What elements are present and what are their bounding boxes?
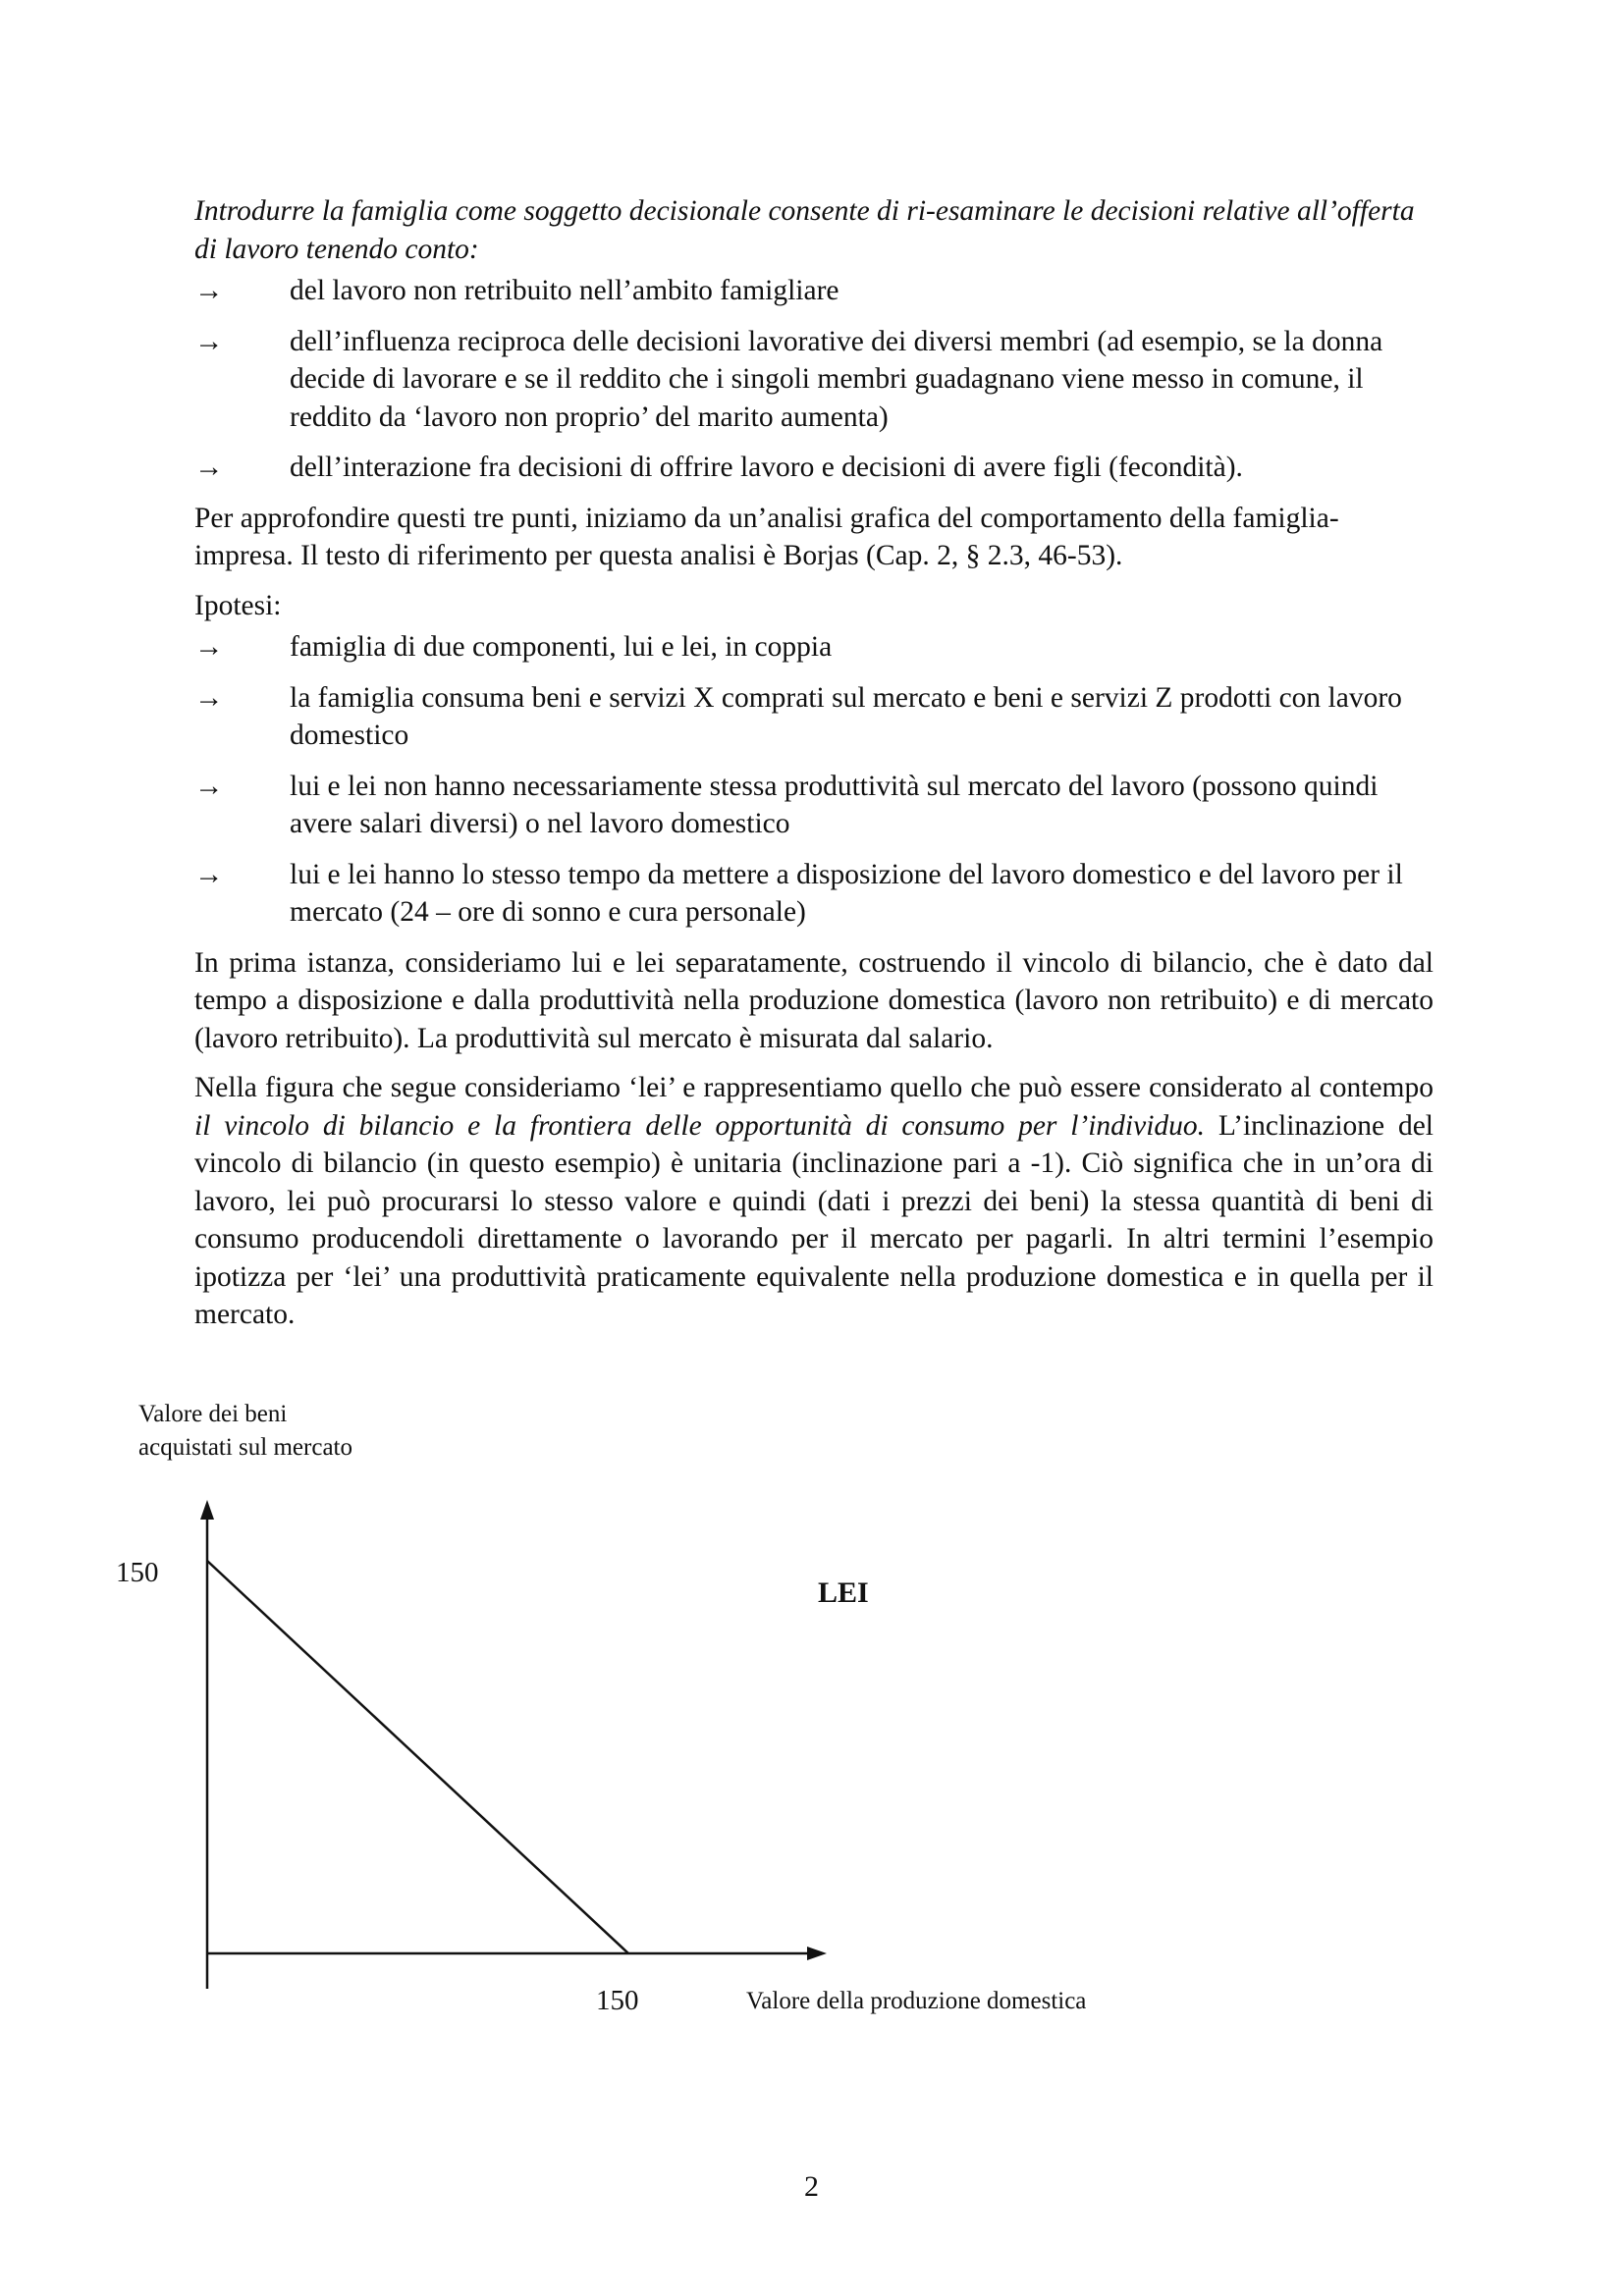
bullet-text: la famiglia consuma beni e servizi X comprati sul mercato e beni e servizi Z prodotti con lavoro domestico [290,681,1402,751]
x-tick-label: 150 [596,1985,639,2016]
series-label: LEI [818,1576,869,1609]
paragraph-italic: il vincolo di bilancio e la frontiera delle opportunità di consumo per l’individuo. [194,1109,1206,1142]
budget-constraint-line [207,1561,628,1953]
paragraph-analysis: Per approfondire questi tre punti, iniziamo da un’analisi grafica del comportamento della famiglia-impresa. Il testo di riferimento per questa analisi è Borjas (Cap. 2, § 2.3, 46-53). [194,502,1339,571]
bullet-text: lui e lei hanno lo stesso tempo da mettere a disposizione del lavoro domestico e del lavoro per il mercato (24 – ore di sonno e cura personale) [290,858,1403,928]
arrow-icon: → [194,275,224,306]
bullet-text: lui e lei non hanno necessariamente stessa produttività sul mercato del lavoro (possono quindi avere salari diversi) o nel lavoro domestico [290,770,1379,839]
arrow-icon: → [194,770,224,802]
y-axis-label-line: acquistati sul mercato [138,1434,352,1461]
paragraph-part1: Nella figura che segue consideriamo ‘lei’ e rappresentiamo quello che può essere considerato al contempo [194,1072,1434,1103]
arrow-icon: → [194,452,224,483]
arrow-icon: → [194,631,224,663]
bullet-text: famiglia di due componenti, lui e lei, in coppia [290,631,833,663]
paragraph-budget-constraint: In prima istanza, consideriamo lui e lei separatamente, costruendo il vincolo di bilancio, che è dato dal tempo a disposizione e dalla produttività nella produzione domestica (lavoro non retribuito) e di mercato (lavoro retribuito). La produttività sul mercato è misurata dal salario. [194,946,1434,1054]
x-axis-arrow-icon [807,1947,827,1960]
arrow-icon: → [194,325,224,357]
page-number: 2 [804,2170,819,2203]
y-axis-label-line: Valore dei beni [138,1401,288,1427]
bullet-text: del lavoro non retribuito nell’ambito famigliare [290,275,839,306]
x-axis-label: Valore della produzione domestica [746,1988,1087,2014]
arrow-icon: → [194,858,224,890]
hypotheses-title: Ipotesi: [194,589,282,621]
y-tick-label: 150 [116,1557,159,1588]
bullet-text: dell’interazione fra decisioni di offrire lavoro e decisioni di avere figli (fecondità). [290,452,1243,483]
paragraph-part2: L’inclinazione del vincolo di bilancio (in questo esempio) è unitaria (inclinazione pari a -1). Ciò significa che in un’ora di lavoro, lei può procurarsi lo stesso valore e quindi (dati i prezzi dei beni) la stessa quantità di beni di consumo producendoli direttamente o lavorando per il mercato per pagarli. In altri termini l’esempio ipotizza per ‘lei’ una produttività praticamente equivalente nella produzione domestica e in quella per il mercato. [194,1109,1434,1330]
intro-paragraph: Introdurre la famiglia come soggetto decisionale consente di ri-esaminare le decisioni relative all’offerta di lavoro tenendo conto: [194,195,1415,265]
bullet-text: dell’influenza reciproca delle decisioni lavorative dei diversi membri (ad esempio, se la donna decide di lavorare e se il reddito che i singoli membri guadagnano viene messo in comune, il reddito da ‘lavoro non proprio’ del marito aumenta) [290,325,1383,433]
arrow-icon: → [194,681,224,714]
y-axis-arrow-icon [200,1500,214,1520]
